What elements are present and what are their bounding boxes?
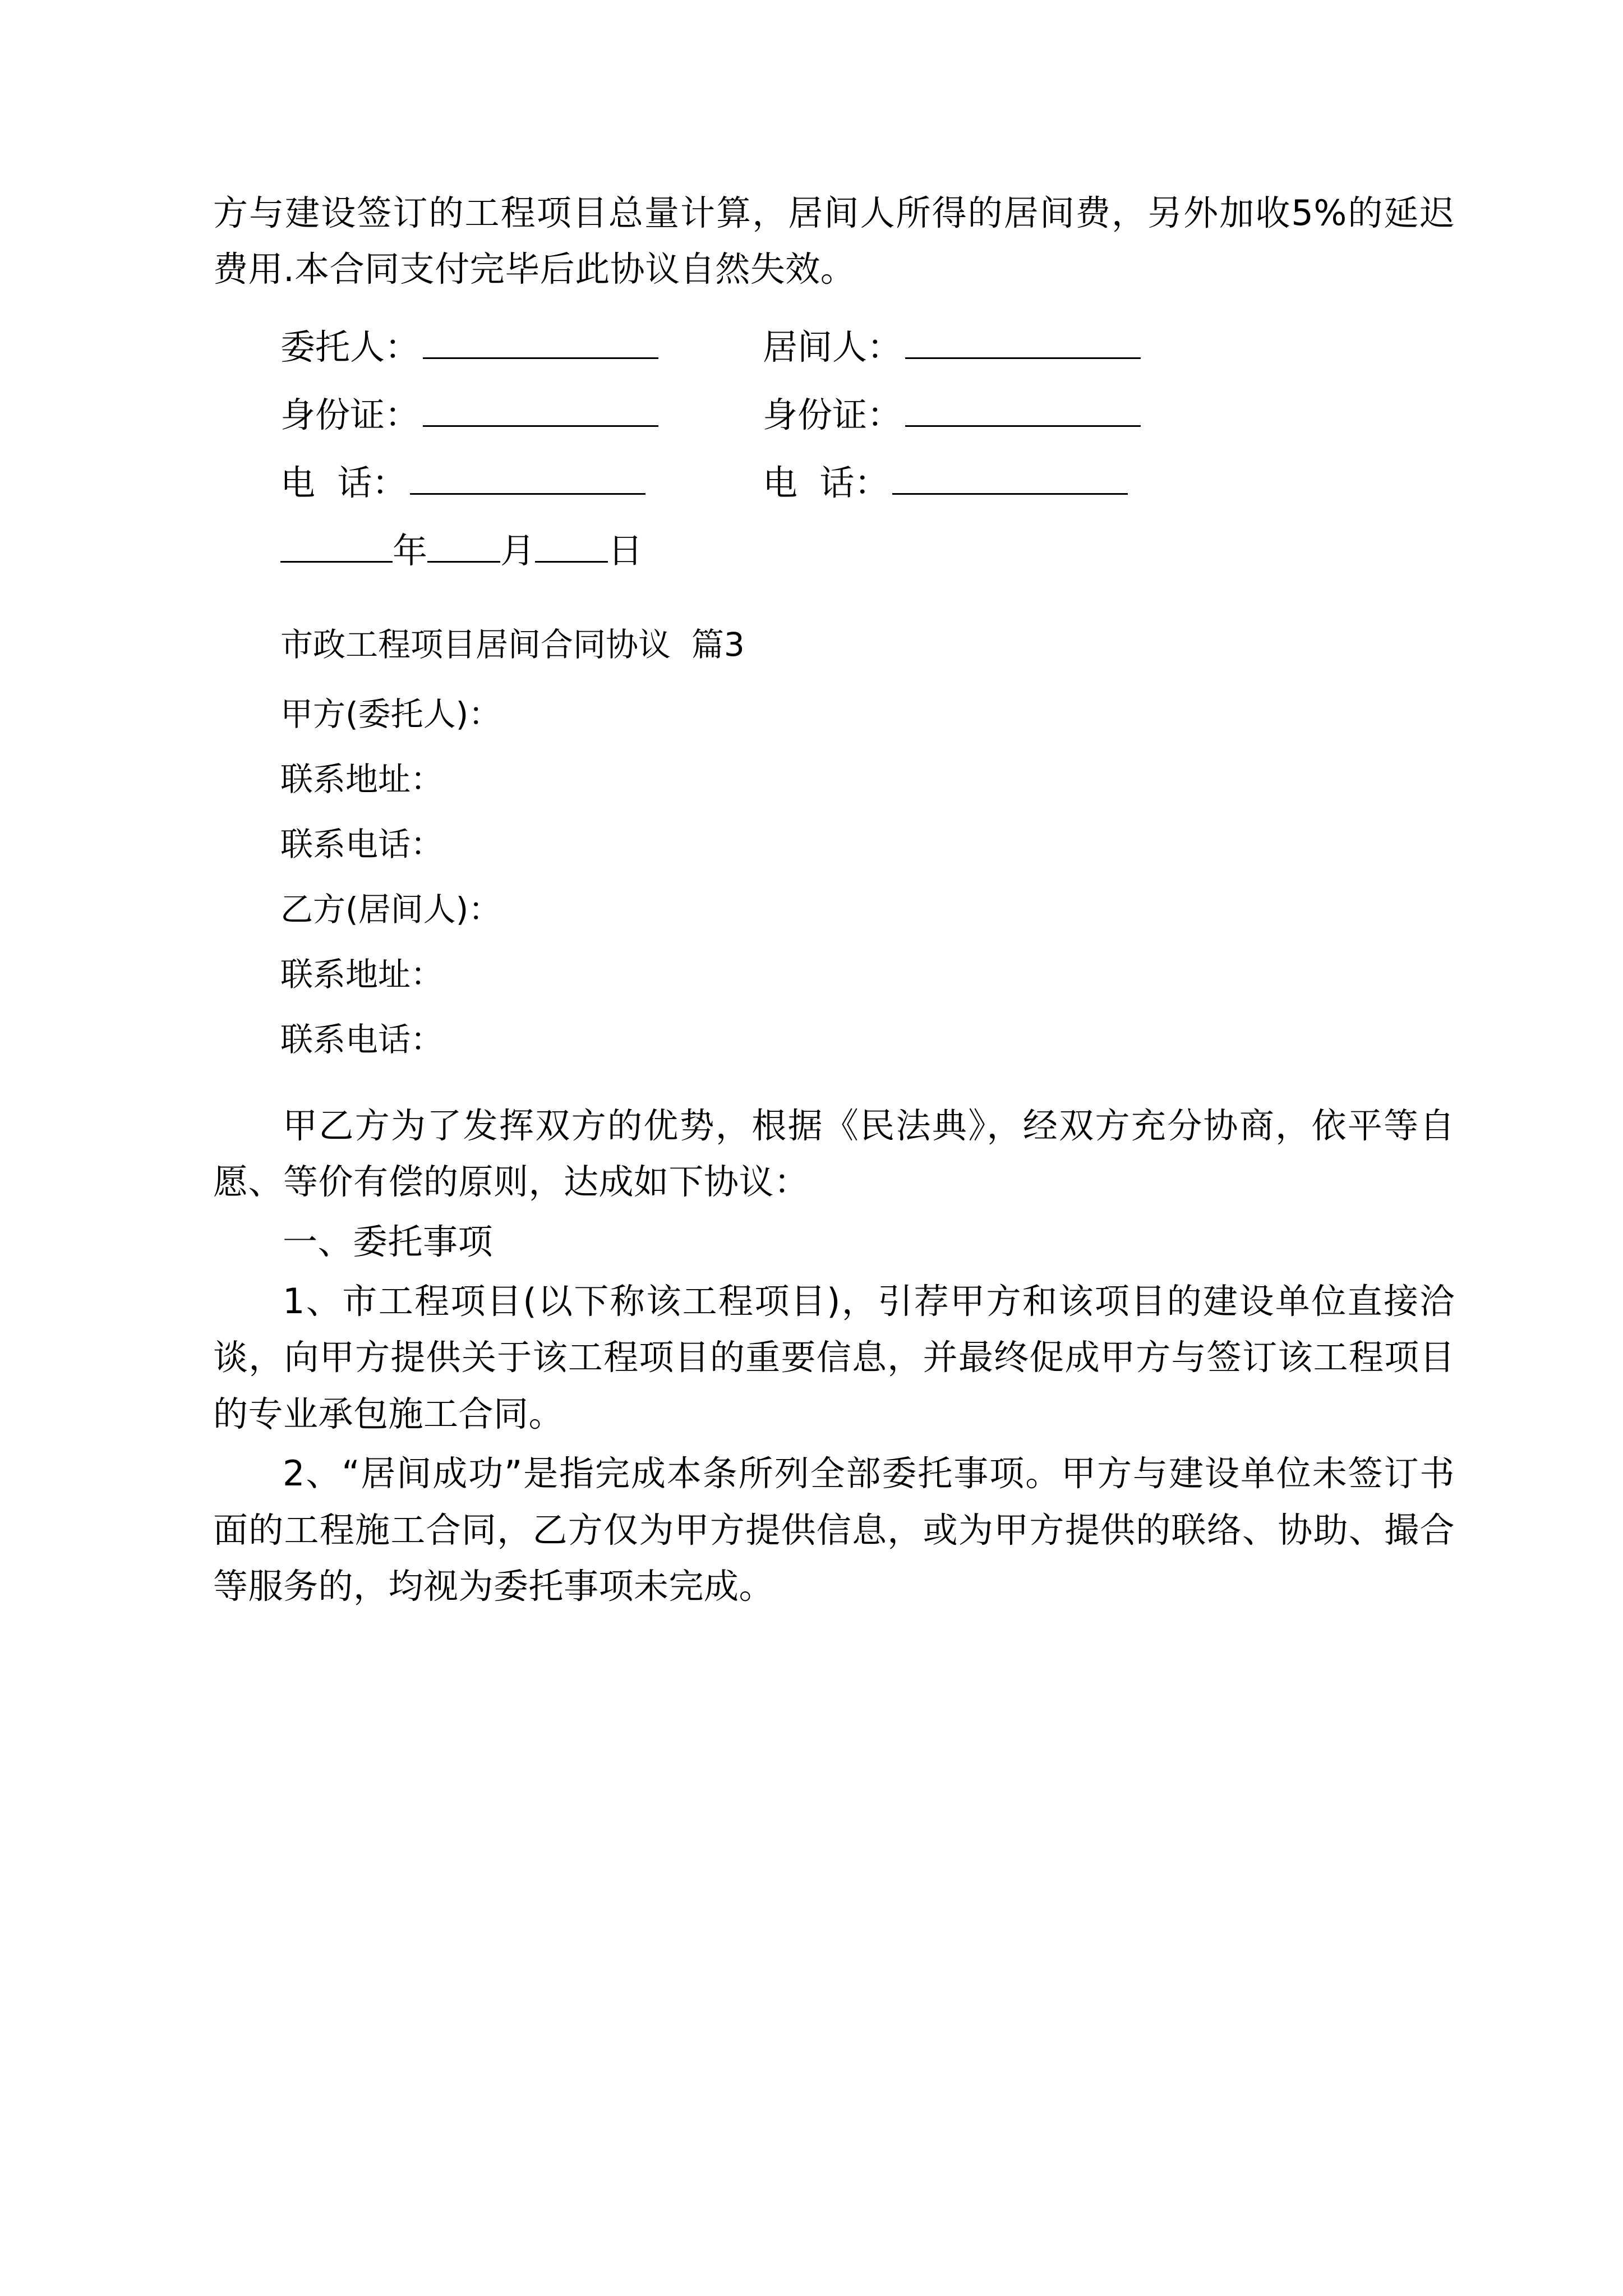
section-title: 市政工程项目居间合同协议 篇3 [280,625,745,664]
label-broker-phone: 电 话： [763,462,889,503]
field-party-a-address: 联系地址： [280,760,444,798]
signature-cell-right [763,314,1141,381]
paragraph-item-2: 2、“居间成功”是指完成本条所列全部委托事项。甲方与建设单位未签订书面的工程施工合同，乙方仅为甲方提供信息，或为甲方提供的联络、协助、撮合等服务的，均视为委托事项未完成。 [213,1453,1455,1607]
signature-cell-right [763,449,1128,517]
blank-broker-phone[interactable] [892,461,1128,495]
label-year: 年 [393,530,428,571]
blank-broker-name[interactable] [905,325,1141,359]
blank-principal-phone[interactable] [410,461,645,495]
field-party-b-address: 联系地址： [280,955,444,993]
label-principal-phone: 电 话： [280,462,407,503]
paragraph-item-1: 1、市工程项目(以下称该工程项目)，引荐甲方和该项目的建设单位直接洽谈，向甲方提供关于该工程项目的重要信息，并最终促成甲方与签订该工程项目的专业承包施工合同。 [213,1280,1455,1434]
signature-row-phone [213,449,1455,517]
blank-principal-name[interactable] [423,325,658,359]
field-party-b: 乙方(居间人)： [280,890,501,928]
label-day: 日 [608,530,643,571]
field-party-a: 甲方(委托人)： [280,694,501,733]
blank-year[interactable] [280,528,393,563]
signature-cell-left [280,314,763,381]
signature-cell-right [763,381,1141,449]
signature-row-id [213,381,1455,449]
label-broker: 居间人： [763,326,902,367]
paragraph-continuation: 方与建设签订的工程项目总量计算，居间人所得的居间费，另外加收5%的延迟费用.本合同支付完毕后此协议自然失效。 [213,192,1455,290]
label-principal: 委托人： [280,326,420,367]
signature-date-line [213,517,1455,585]
blank-day[interactable] [535,528,608,563]
blank-principal-id[interactable] [423,393,658,427]
paragraph-preamble: 甲乙方为了发挥双方的优势，根据《民法典》，经双方充分协商，依平等自愿、等价有偿的原则，达成如下协议： [213,1105,1455,1203]
blank-month[interactable] [427,528,500,563]
blank-broker-id[interactable] [905,393,1141,427]
signature-cell-left [280,381,763,449]
field-party-a-phone: 联系电话： [280,825,444,863]
paragraph-article-one-heading: 一、委托事项 [283,1221,494,1262]
signature-cell-left [280,449,763,517]
field-party-b-phone: 联系电话： [280,1020,444,1059]
label-broker-id: 身份证： [763,394,902,435]
label-month: 月 [500,530,536,571]
label-principal-id: 身份证： [280,394,420,435]
signature-row-principal [213,314,1455,381]
signature-block [213,314,1455,585]
